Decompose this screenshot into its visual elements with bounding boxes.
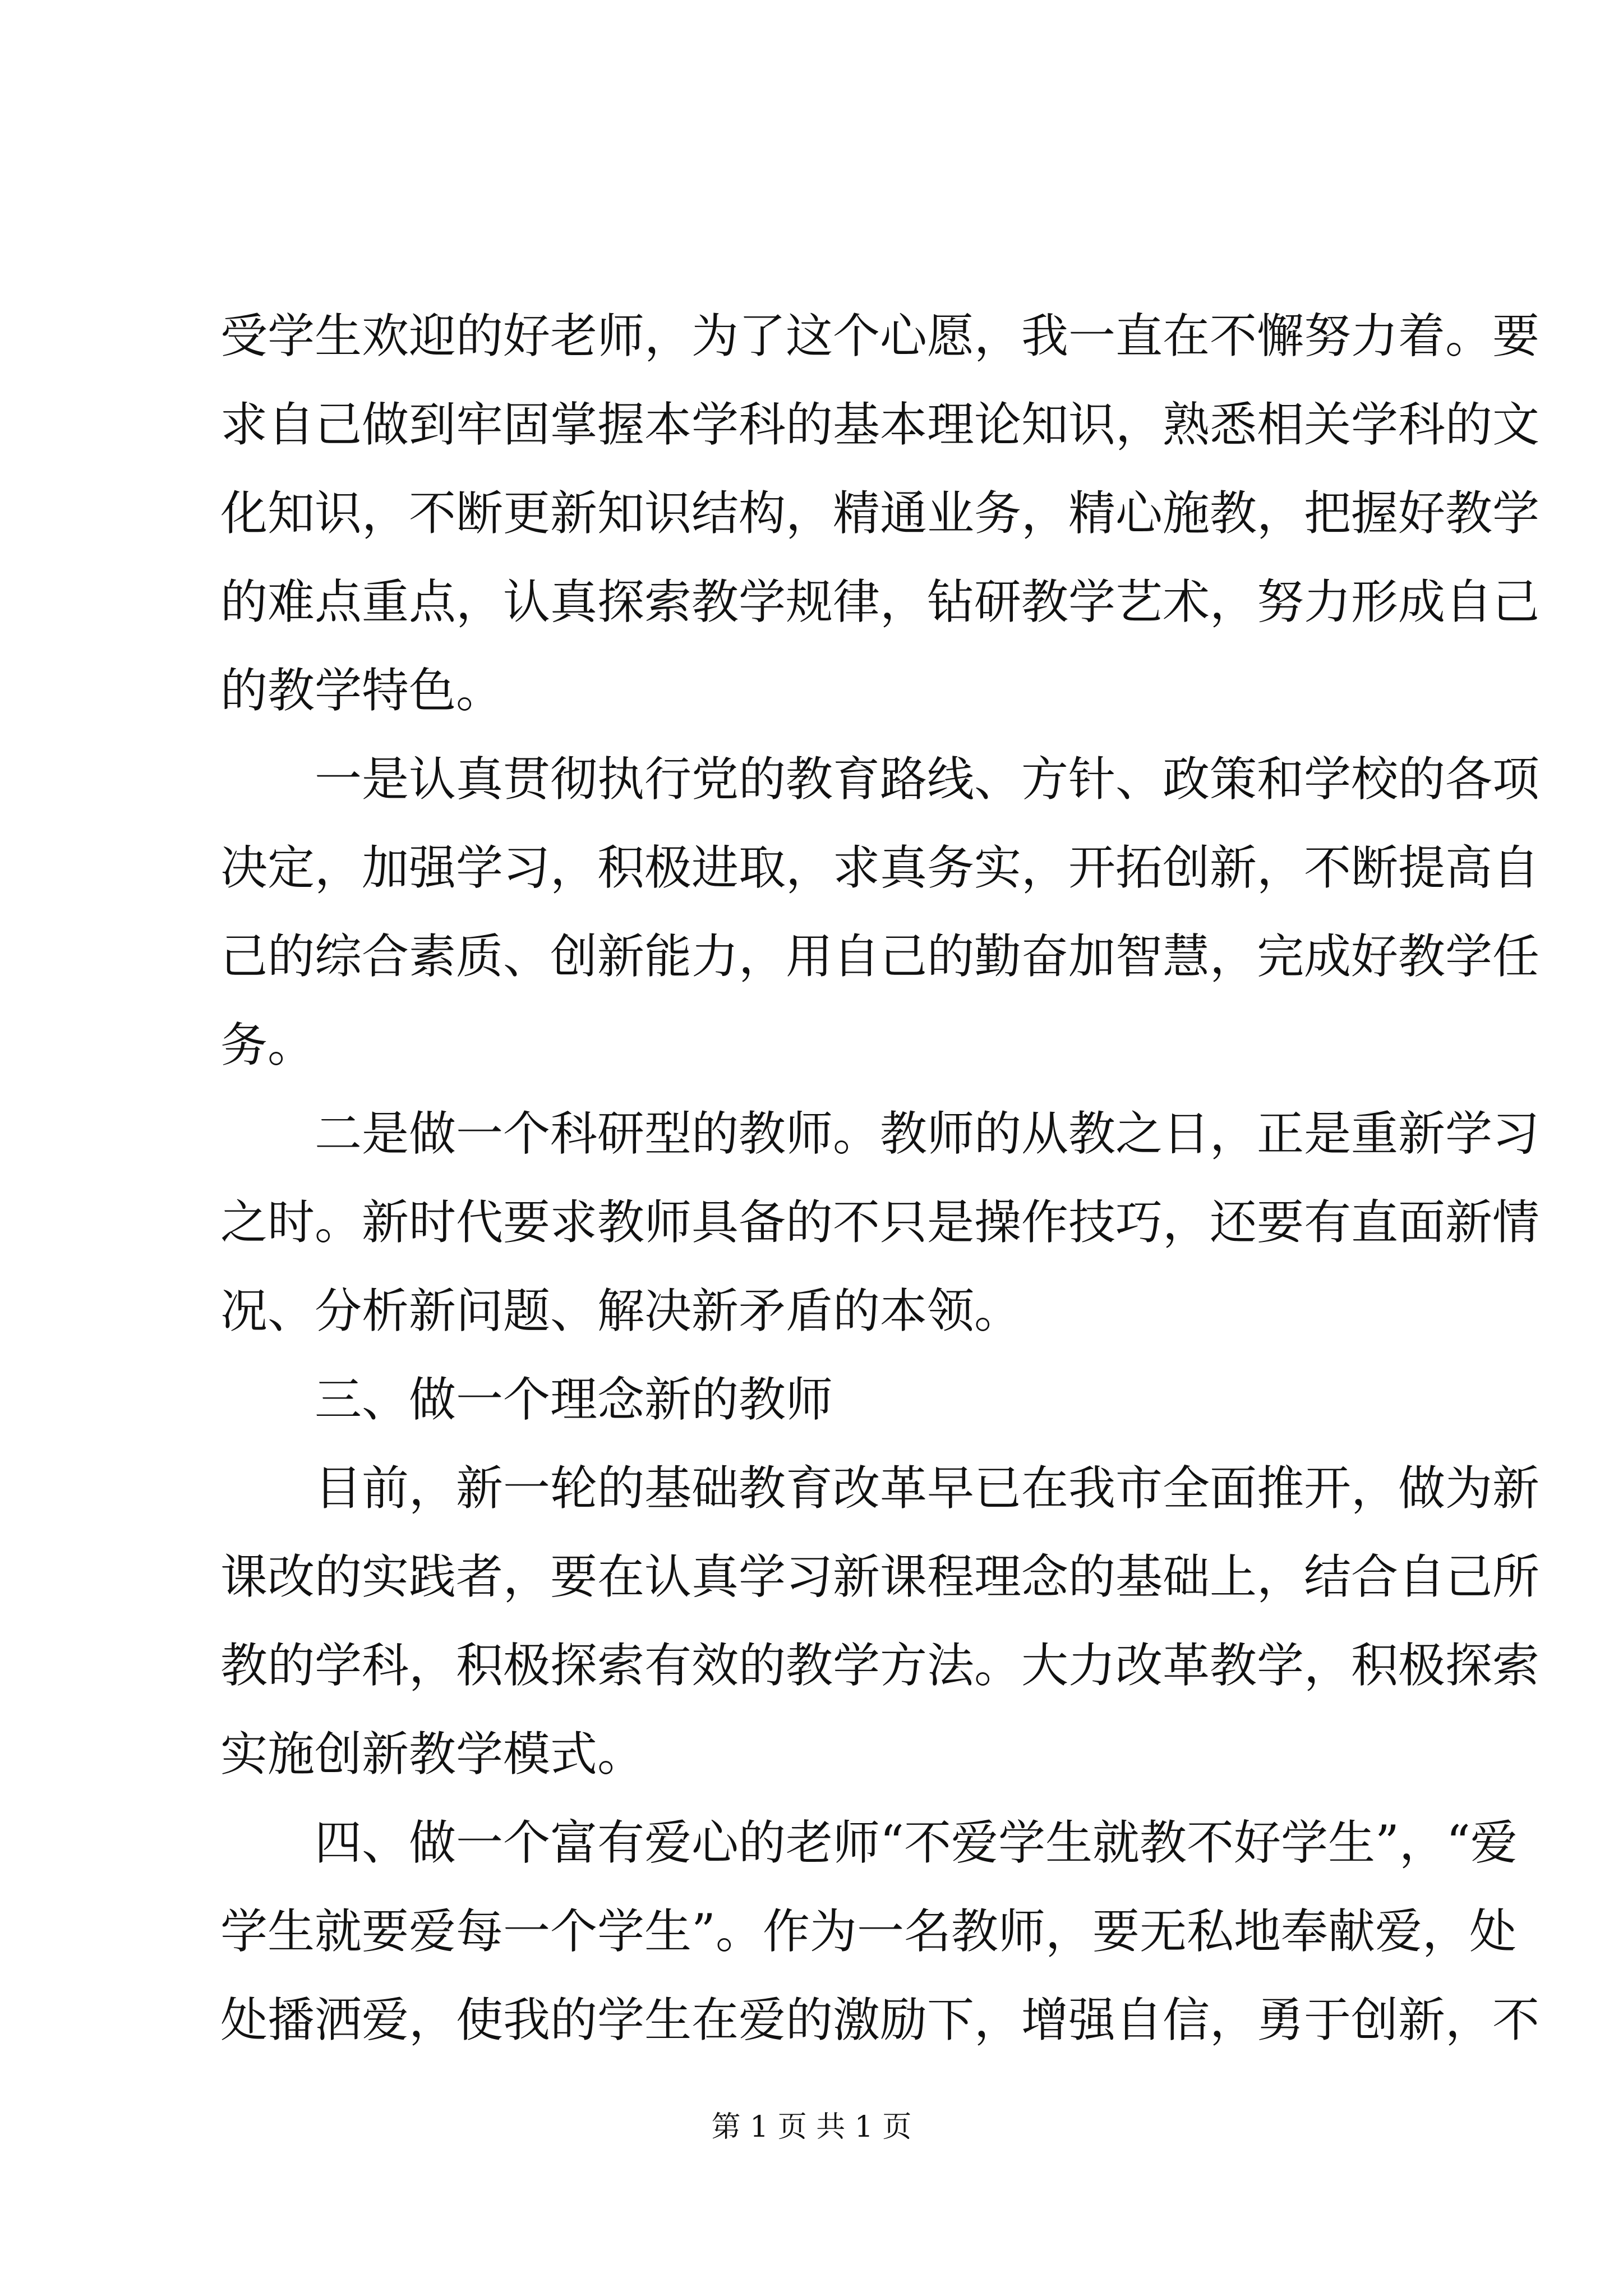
text-line: 教的学科，积极探索有效的教学方法。大力改革教学，积极探索 bbox=[220, 1638, 1540, 1693]
paragraph-1 bbox=[220, 292, 1540, 735]
text-line: 务。 bbox=[220, 1018, 315, 1073]
paragraph-heading-3 bbox=[220, 1355, 1426, 1444]
text-line: 决定，加强学习，积极进取，求真务实，开拓创新，不断提高自 bbox=[220, 840, 1540, 895]
text-line: 况、分析新问题、解决新矛盾的本领。 bbox=[220, 1283, 1022, 1338]
paragraph-3 bbox=[220, 1089, 1540, 1355]
text-line: 二是做一个科研型的教师。教师的从教之日，正是重新学习 bbox=[315, 1106, 1540, 1161]
paragraph-4 bbox=[220, 1444, 1540, 1798]
paragraph-5 bbox=[220, 1798, 1540, 2064]
text-line: 求自己做到牢固掌握本学科的基本理论知识，熟悉相关学科的文 bbox=[220, 397, 1540, 452]
text-line: 三、做一个理念新的教师 bbox=[315, 1372, 833, 1427]
text-line: 的教学特色。 bbox=[220, 663, 504, 718]
text-line: 受学生欢迎的好老师，为了这个心愿，我一直在不懈努力着。要 bbox=[220, 309, 1540, 364]
text-line: 之时。新时代要求教师具备的不只是操作技巧，还要有直面新情 bbox=[220, 1195, 1540, 1250]
text-line: 课改的实践者，要在认真学习新课程理念的基础上，结合自己所 bbox=[220, 1549, 1540, 1604]
text-line: 学生就要爱每一个学生”。作为一名教师，要无私地奉献爱，处 bbox=[220, 1904, 1516, 1959]
page-footer: 第 1 页 共 1 页 bbox=[711, 2110, 912, 2144]
document-body bbox=[220, 292, 1540, 2064]
text-line: 化知识，不断更新知识结构，精通业务，精心施教，把握好教学 bbox=[220, 486, 1540, 541]
text-line: 四、做一个富有爱心的老师“不爱学生就教不好学生”，“爱 bbox=[315, 1815, 1518, 1870]
text-line: 实施创新教学模式。 bbox=[220, 1727, 645, 1782]
text-line: 一是认真贯彻执行党的教育路线、方针、政策和学校的各项 bbox=[315, 752, 1540, 807]
paragraph-2 bbox=[220, 735, 1540, 1089]
text-line: 目前，新一轮的基础教育改革早已在我市全面推开，做为新 bbox=[315, 1461, 1540, 1516]
text-line: 的难点重点，认真探索教学规律，钻研教学艺术，努力形成自己 bbox=[220, 574, 1540, 629]
text-line: 己的综合素质、创新能力，用自己的勤奋加智慧，完成好教学任 bbox=[220, 929, 1540, 984]
text-line: 处播洒爱，使我的学生在爱的激励下，增强自信，勇于创新，不 bbox=[220, 1993, 1540, 2047]
